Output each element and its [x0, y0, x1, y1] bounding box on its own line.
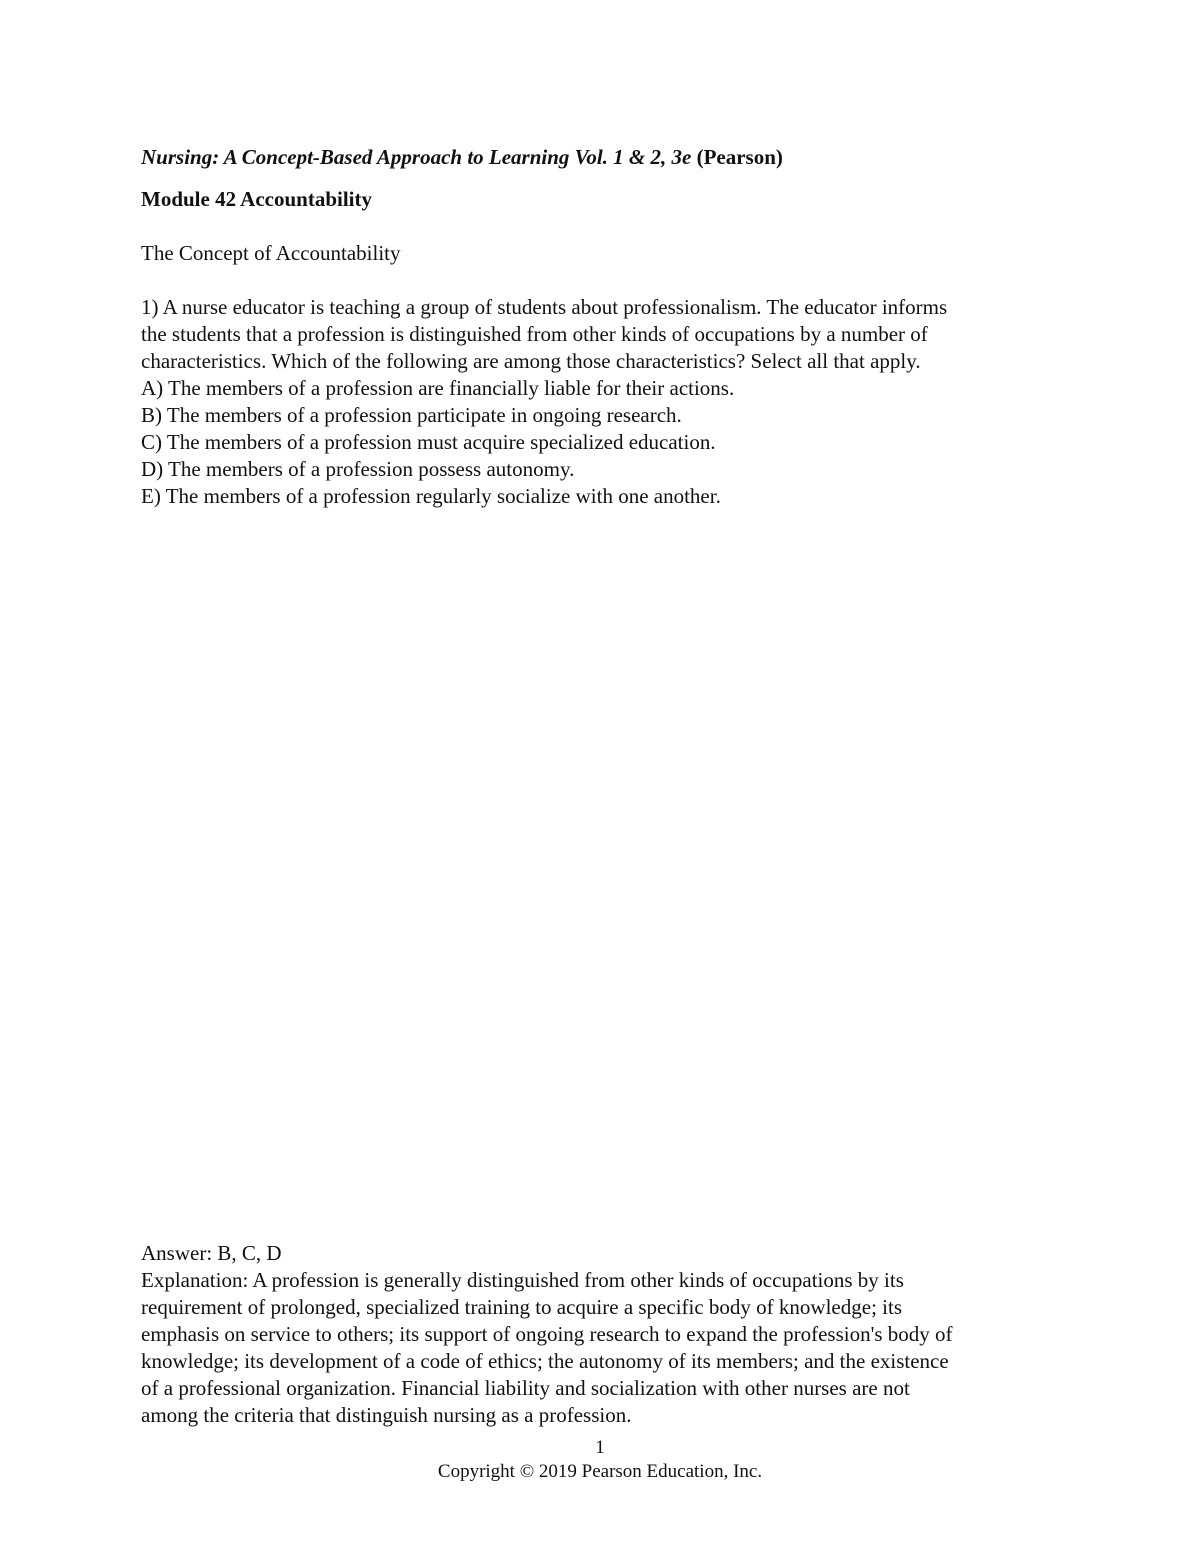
page-number: 1 [595, 1437, 605, 1458]
answer-option-c: C) The members of a profession must acquire specialized education. [141, 430, 716, 454]
answer-key: Answer: B, C, D [141, 1241, 282, 1265]
answer-option-b: B) The members of a profession participate in ongoing research. [141, 403, 682, 427]
answer-option-a: A) The members of a profession are financially liable for their actions. [141, 376, 735, 400]
explanation-line: knowledge; its development of a code of ethics; the autonomy of its members; and the existence [141, 1349, 949, 1373]
explanation-line: among the criteria that distinguish nursing as a profession. [141, 1403, 632, 1427]
question-stem-line: 1) A nurse educator is teaching a group of students about professionalism. The educator informs [141, 295, 948, 319]
question-stem-line: characteristics. Which of the following are among those characteristics? Select all that apply. [141, 349, 921, 373]
explanation-line: requirement of prolonged, specialized training to acquire a specific body of knowledge; its [141, 1295, 902, 1319]
explanation-line: of a professional organization. Financial liability and socialization with other nurses are not [141, 1376, 910, 1400]
answer-block [141, 1240, 1081, 1429]
book-title-italic: Nursing: A Concept-Based Approach to Learning Vol. 1 & 2, 3e [141, 145, 692, 169]
book-title [141, 144, 783, 171]
answer-option-e: E) The members of a profession regularly socialize with one another. [141, 484, 721, 508]
question-block [141, 294, 1081, 510]
answer-option-d: D) The members of a profession possess autonomy. [141, 457, 575, 481]
module-heading: Module 42 Accountability [141, 187, 373, 211]
section-heading: The Concept of Accountability [141, 241, 401, 265]
question-stem-line: the students that a profession is distinguished from other kinds of occupations by a number of [141, 322, 928, 346]
explanation-line: Explanation: A profession is generally distinguished from other kinds of occupations by its [141, 1268, 904, 1292]
explanation-line: emphasis on service to others; its support of ongoing research to expand the profession's body of [141, 1322, 953, 1346]
book-publisher: (Pearson) [691, 145, 783, 169]
copyright-notice: Copyright © 2019 Pearson Education, Inc. [437, 1461, 763, 1482]
